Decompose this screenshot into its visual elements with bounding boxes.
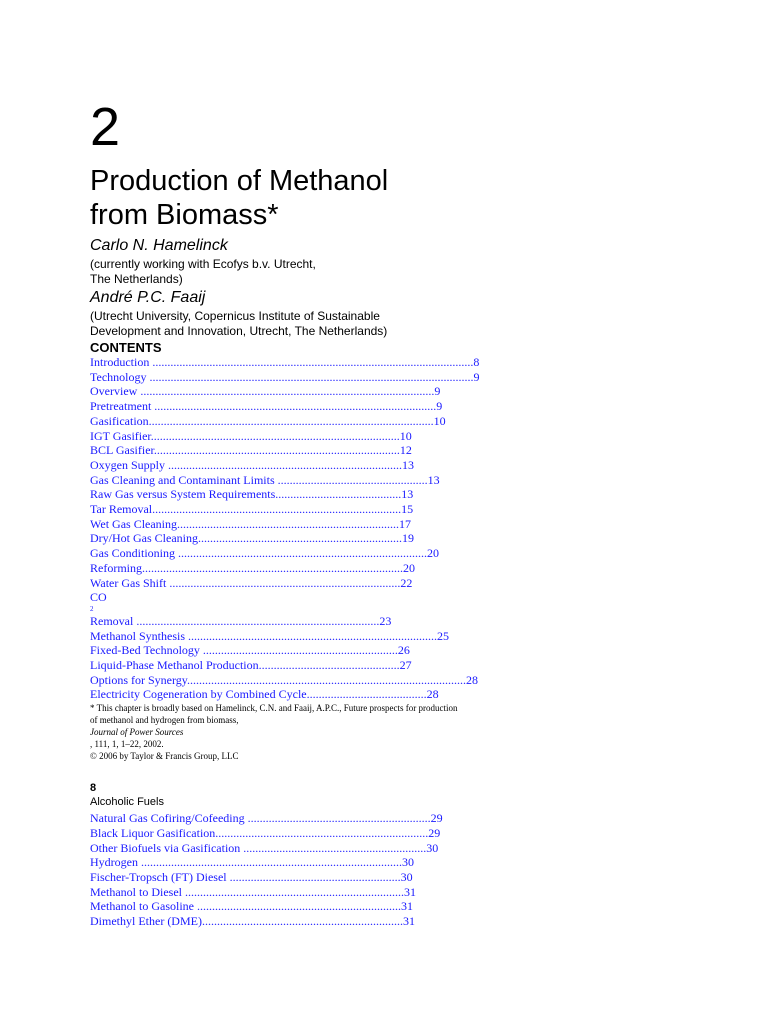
toc-link-tar-removal[interactable]: Tar Removal...................................................................................15 xyxy=(90,502,414,517)
footnote-line: * This chapter is broadly based on Hamelinck, C.N. and Faaij, A.P.C., Future prospects for production xyxy=(90,703,458,714)
chapter-title-line-2: from Biomass* xyxy=(90,199,279,231)
toc-link-water-gas-shift[interactable]: Water Gas Shift .............................................................................22 xyxy=(90,575,413,590)
toc-link-methanol-to-diesel[interactable]: Methanol to Diesel .........................................................................31 xyxy=(90,884,416,899)
toc-link-co2-removal[interactable]: Removal .................................................................................23 xyxy=(90,613,392,628)
author-name: André P.C. Faaij xyxy=(90,289,206,306)
toc-link-pretreatment[interactable]: Pretreatment ..............................................................................................9 xyxy=(90,399,443,414)
toc-link-fischer-tropsch[interactable]: Fischer-Tropsch (FT) Diesel .........................................................30 xyxy=(90,869,413,884)
toc-link-reforming[interactable]: Reforming.......................................................................................20 xyxy=(90,560,415,575)
contents-heading: CONTENTS xyxy=(90,340,162,355)
toc-link-electricity-cogeneration[interactable]: Electricity Cogeneration by Combined Cycle........................................28 xyxy=(90,687,439,702)
toc-link-technology[interactable]: Technology ............................................................................................................9 xyxy=(90,369,480,384)
co2-subscript: 2 xyxy=(90,604,94,613)
toc-link-natural-gas-cofiring[interactable]: Natural Gas Cofiring/Cofeeding .............................................................29 xyxy=(90,811,443,826)
footnote-citation: , 111, 1, 1–22, 2002. xyxy=(90,739,164,750)
author-block-1 xyxy=(90,237,768,287)
running-head: Alcoholic Fuels xyxy=(90,796,164,809)
toc-link-overview[interactable]: Overview ..................................................................................................9 xyxy=(90,384,441,399)
page-2-header xyxy=(90,782,768,809)
toc-link-gasification[interactable]: Gasification...............................................................................................10 xyxy=(90,413,446,428)
toc-link-other-biofuels[interactable]: Other Biofuels via Gasification .............................................................30 xyxy=(90,840,439,855)
footnote-copyright: © 2006 by Taylor & Francis Group, LLC xyxy=(90,751,239,762)
chapter-number: 2 xyxy=(90,97,121,157)
toc-list-part-3 xyxy=(90,811,768,929)
chapter-title xyxy=(90,164,768,232)
toc-link-fixed-bed[interactable]: Fixed-Bed Technology .................................................................26 xyxy=(90,643,410,658)
author-affiliation-line: The Netherlands) xyxy=(90,272,183,286)
toc-link-gas-cleaning[interactable]: Gas Cleaning and Contaminant Limits ..................................................13 xyxy=(90,472,440,487)
toc-link-oxygen-supply[interactable]: Oxygen Supply ..............................................................................13 xyxy=(90,457,414,472)
author-block-2 xyxy=(90,289,768,339)
toc-link-bcl-gasifier[interactable]: BCL Gasifier..................................................................................12 xyxy=(90,443,412,458)
toc-link-igt-gasifier[interactable]: IGT Gasifier...................................................................................10 xyxy=(90,428,412,443)
toc-link-raw-gas[interactable]: Raw Gas versus System Requirements..........................................13 xyxy=(90,487,414,502)
page-number: 8 xyxy=(90,782,97,795)
toc-link-dimethyl-ether[interactable]: Dimethyl Ether (DME)...................................................................31 xyxy=(90,914,415,929)
toc-link-hydrogen[interactable]: Hydrogen .......................................................................................30 xyxy=(90,855,414,870)
toc-link-co[interactable]: CO xyxy=(90,590,107,605)
toc-link-introduction[interactable]: Introduction ...........................................................................................................8 xyxy=(90,355,480,369)
toc-list-part-2 xyxy=(90,614,768,702)
toc-link-black-liquor[interactable]: Black Liquor Gasification.......................................................................29 xyxy=(90,825,441,840)
toc-link-methanol-synthesis[interactable]: Methanol Synthesis ...................................................................................25 xyxy=(90,628,449,643)
author-affiliation-line: Development and Innovation, Utrecht, The Netherlands) xyxy=(90,324,388,338)
author-name: Carlo N. Hamelinck xyxy=(90,237,228,254)
toc-link-options-synergy[interactable]: Options for Synergy.............................................................................................28 xyxy=(90,672,478,687)
chapter-title-line-1: Production of Methanol xyxy=(90,165,389,197)
author-affiliation-line: (currently working with Ecofys b.v. Utrecht, xyxy=(90,257,316,271)
footnote-line: of methanol and hydrogen from biomass, xyxy=(90,715,239,726)
toc-link-dry-hot-gas-cleaning[interactable]: Dry/Hot Gas Cleaning....................................................................19 xyxy=(90,531,414,546)
footnote xyxy=(90,702,768,762)
toc-link-wet-gas-cleaning[interactable]: Wet Gas Cleaning..........................................................................17 xyxy=(90,516,412,531)
toc-link-methanol-to-gasoline[interactable]: Methanol to Gasoline ....................................................................31 xyxy=(90,899,413,914)
toc-link-gas-conditioning[interactable]: Gas Conditioning ...................................................................................20 xyxy=(90,546,440,561)
toc-list-part-1 xyxy=(90,355,768,605)
author-affiliation-line: (Utrecht University, Copernicus Institute of Sustainable xyxy=(90,309,380,323)
toc-link-liquid-phase[interactable]: Liquid-Phase Methanol Production...............................................27 xyxy=(90,658,412,673)
footnote-journal: Journal of Power Sources xyxy=(90,727,184,738)
